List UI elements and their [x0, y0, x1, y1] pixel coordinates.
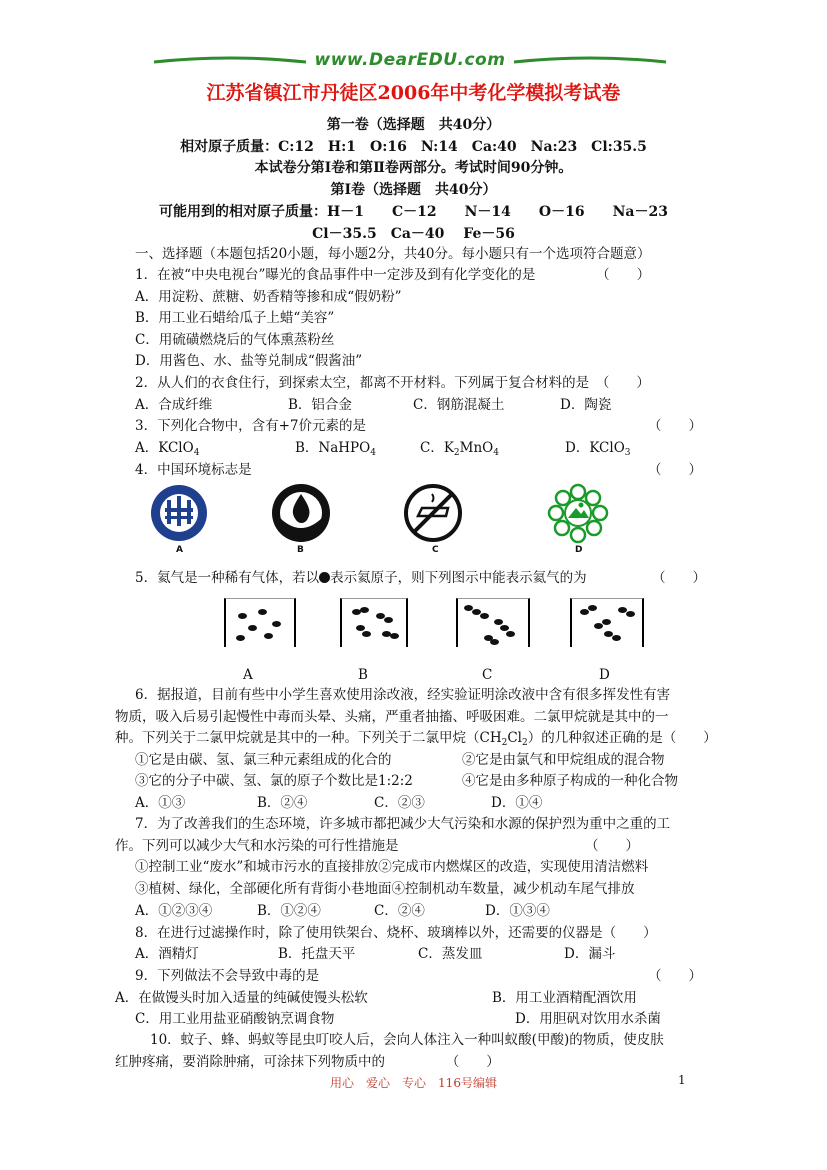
volume-heading: 第一卷（选择题 共40分）: [326, 117, 501, 133]
q2-option-a[interactable]: A．合成纤维: [135, 397, 213, 413]
q1-stem: 1．在被“中央电视台”曝光的食品事件中一定涉及到有化学变化的是 （ ）: [135, 267, 651, 283]
q5-label-b: B: [358, 667, 368, 683]
q5-label-d: D: [599, 667, 610, 683]
q9-option-c[interactable]: C．用工业用盐亚硝酸钠烹调食物: [135, 1011, 335, 1027]
q9-stem: 9．下列做法不会导致中毒的是: [135, 968, 320, 984]
exam-intro: 本试卷分第Ⅰ卷和第Ⅱ卷两部分。考试时间90分钟。: [254, 160, 573, 176]
logo-b-label: B: [297, 545, 304, 555]
footer-note: 用心 爱心 专心 116号编辑: [330, 1076, 497, 1090]
logo-a-label: A: [176, 545, 183, 555]
q6-line-2: 物质，吸入后易引起慢性中毒而头晕、头痛，严重者抽搐、呼吸困难。二氯甲烷就是其中的一: [115, 709, 669, 725]
q6-option-d[interactable]: D．①④: [491, 795, 543, 811]
q6-option-b[interactable]: B．②④: [257, 795, 308, 811]
q3-option-a[interactable]: A．KClO$_4$: [135, 440, 200, 458]
q7-answer-paren: （ ）: [585, 838, 639, 854]
q7-option-a[interactable]: A．①②③④: [135, 903, 213, 919]
section-heading: 一、选择题（本题包括20小题，每小题2分，共40分。每小题只有一个选项符合题意）: [135, 246, 651, 262]
q5-label-c: C: [482, 667, 493, 683]
logo-b-icon[interactable]: [268, 482, 334, 544]
atomic-mass-line: 相对原子质量：C:12 H:1 O:16 N:14 Ca:40 Na:23 Cl:35.5: [180, 139, 647, 155]
q3-answer-paren: （ ）: [648, 418, 702, 434]
q6-statement-1: ①它是由碳、氢、氯三种元素组成的化合的: [135, 752, 392, 768]
site-banner-swoosh-left: [150, 50, 310, 72]
q2-option-d[interactable]: D．陶瓷: [560, 397, 612, 413]
q6-statement-4: ④它是由多种原子构成的一种化合物: [462, 773, 678, 789]
q4-stem: 4．中国环境标志是: [135, 462, 252, 478]
q7-option-d[interactable]: D．①③④: [485, 903, 550, 919]
q5-diagram-a[interactable]: [224, 598, 296, 647]
q2-stem: 2．从人们的衣食住行，到探索太空，都离不开材料。下列属于复合材料的是 （ ）: [135, 375, 650, 391]
site-banner: [150, 50, 670, 72]
q8-option-a[interactable]: A．酒精灯: [135, 946, 199, 962]
q1-option-c[interactable]: C．用硫磺燃烧后的气体熏蒸粉丝: [135, 332, 335, 348]
q6-option-c[interactable]: C．②③: [374, 795, 425, 811]
volume-1-heading: 第Ⅰ卷（选择题 共40分）: [330, 182, 497, 198]
q6-option-a[interactable]: A．①③: [135, 795, 186, 811]
logo-c-label: C: [432, 545, 439, 555]
q3-option-b[interactable]: B．NaHPO$_4$: [295, 440, 376, 458]
q7-line-2: 作。下列可以减少大气和水污染的可行性措施是: [115, 838, 399, 854]
q5-diagram-c[interactable]: [456, 598, 530, 647]
q7-line-1: 7．为了改善我们的生态环境，许多城市都把减少大气污染和水源的保护烈为重中之重的工: [135, 816, 671, 832]
q7-option-c[interactable]: C．②④: [374, 903, 425, 919]
q7-option-b[interactable]: B．①②④: [257, 903, 321, 919]
q8-option-d[interactable]: D．漏斗: [564, 946, 616, 962]
q8-option-c[interactable]: C．蒸发皿: [418, 946, 483, 962]
q7-line-4: ③植树、绿化，全部硬化所有背街小巷地面④控制机动车数量，减少机动车尾气排放: [135, 881, 635, 897]
q10-line-2: 红肿疼痛，要消除肿痛，可涂抹下列物质中的 （ ）: [115, 1054, 500, 1070]
q4-answer-paren: （ ）: [648, 462, 702, 478]
q3-option-d[interactable]: D．KClO$_3$: [565, 440, 631, 458]
q7-line-3: ①控制工业“废水”和城市污水的直接排放②完成市内燃煤区的改造，实现使用清洁燃料: [135, 859, 649, 875]
q5-diagram-b[interactable]: [340, 598, 408, 647]
atomic-mass-line-2b: Cl－35.5 Ca－40 Fe－56: [312, 226, 515, 242]
q1-option-b[interactable]: B．用工业石蜡给瓜子上蜡“美容”: [135, 310, 335, 326]
q6-statement-3: ③它的分子中碳、氢、氯的原子个数比是1:2:2: [135, 773, 413, 789]
q3-stem: 3．下列化合物中，含有+7价元素的是: [135, 418, 366, 434]
logo-c-icon[interactable]: [402, 482, 464, 544]
q9-answer-paren: （ ）: [648, 968, 702, 984]
logo-d-icon[interactable]: [546, 482, 610, 546]
logo-d-label: D: [575, 545, 583, 555]
q8-option-b[interactable]: B．托盘天平: [278, 946, 356, 962]
helium-atom-icon: [319, 572, 330, 583]
q5-diagram-d[interactable]: [570, 598, 644, 647]
q10-line-1: 10．蚊子、蜂、蚂蚁等昆虫叮咬人后，会向人体注入一种叫蚁酸(甲酸)的物质，使皮肤: [150, 1032, 664, 1048]
q9-option-a[interactable]: A．在做馒头时加入适量的纯碱使馒头松软: [115, 990, 368, 1006]
q2-option-b[interactable]: B．铝合金: [288, 397, 352, 413]
q1-option-d[interactable]: D．用酱色、水、盐等兑制成“假酱油”: [135, 353, 363, 369]
q2-option-c[interactable]: C．钢筋混凝土: [413, 397, 505, 413]
q5-answer-paren: （ ）: [652, 570, 706, 586]
q6-line-1: 6．据报道，目前有些中小学生喜欢使用涂改液，经实验证明涂改液中含有很多挥发性有害: [135, 687, 671, 703]
q6-statement-2: ②它是由氯气和甲烷组成的混合物: [462, 752, 665, 768]
page-number: 1: [678, 1073, 686, 1087]
q1-option-a[interactable]: A．用淀粉、蔗糖、奶香精等掺和成“假奶粉”: [135, 289, 402, 305]
q8-stem: 8．在进行过滤操作时，除了使用铁架台、烧杯、玻璃棒以外，还需要的仪器是（ ）: [135, 925, 657, 941]
logo-a-icon[interactable]: [148, 482, 210, 544]
q9-option-b[interactable]: B．用工业酒精配酒饮用: [492, 990, 637, 1006]
q9-option-d[interactable]: D．用胆矾对饮用水杀菌: [515, 1011, 661, 1027]
q6-line-3: 种。下列关于二氯甲烷就是其中的一种。下列关于二氯甲烷$(CH_2Cl_2)$的几种叙述正确的是（ ）: [115, 730, 717, 748]
page-title: 江苏省镇江市丹徒区2006年中考化学模拟考试卷: [206, 82, 621, 104]
q5-label-a: A: [243, 667, 253, 683]
site-url[interactable]: www.DearEDU.com: [314, 50, 506, 70]
site-banner-swoosh-right: [510, 50, 670, 72]
q5-stem: 5．氦气是一种稀有气体，若以 表示氦原子，则下列图示中能表示氦气的为: [135, 570, 587, 586]
q3-option-c[interactable]: C．$K_2MnO_4$: [420, 440, 499, 458]
atomic-mass-line-2a: 可能用到的相对原子质量：H－1 C－12 N－14 O－16 Na－23: [159, 204, 668, 220]
